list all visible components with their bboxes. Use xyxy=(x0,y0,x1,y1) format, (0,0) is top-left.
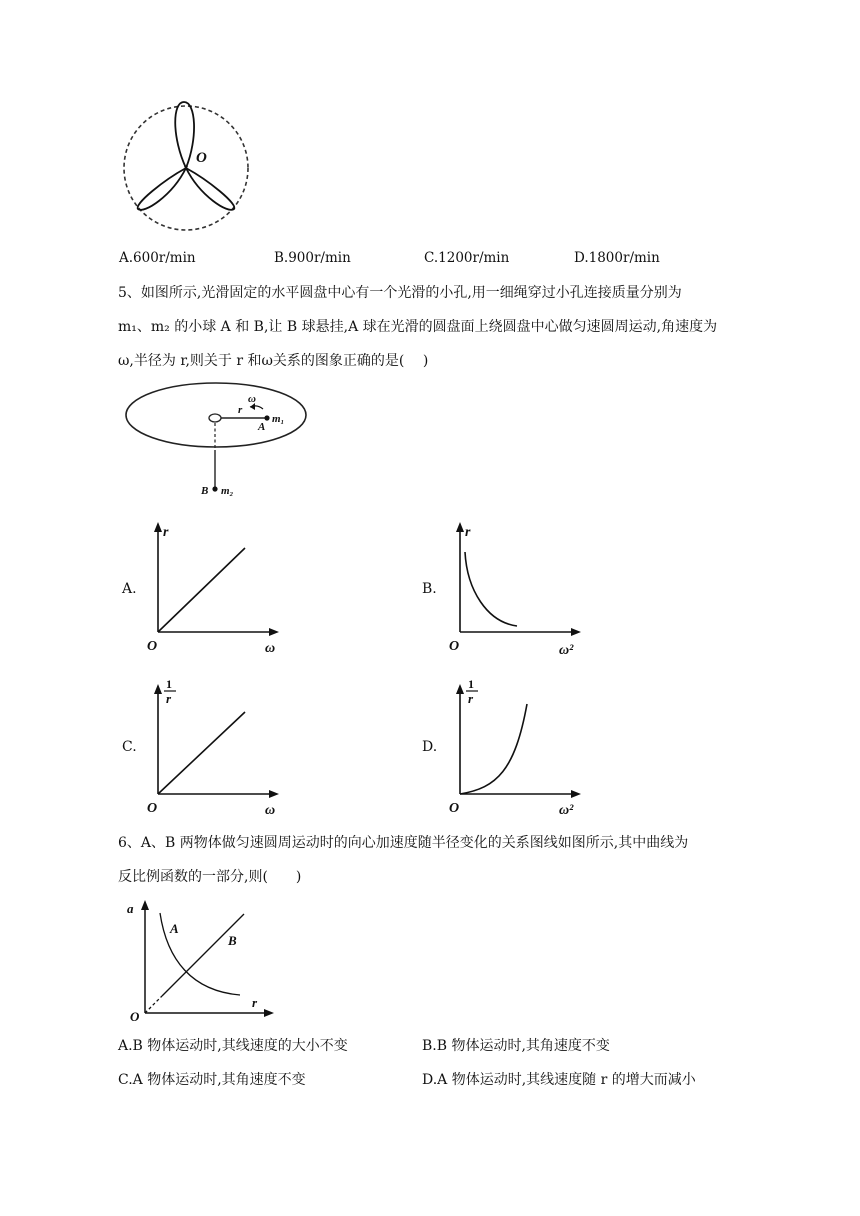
q5-option-d-label: D. xyxy=(422,739,438,755)
y-arrow xyxy=(154,684,162,694)
curve-a-label: A xyxy=(170,921,179,936)
x-label: ω xyxy=(265,641,276,656)
label-m1: m₁ xyxy=(272,413,285,425)
y-label-denominator: r xyxy=(468,691,474,706)
line-b-dashed xyxy=(145,996,162,1013)
y-label: a xyxy=(127,901,134,916)
label-m2: m₂ xyxy=(221,485,234,497)
q4-option-a: A.600r/min xyxy=(119,250,196,266)
y-label: r xyxy=(465,525,471,540)
graph-c xyxy=(145,676,285,816)
y-arrow xyxy=(456,684,464,694)
y-label-numerator: 1 xyxy=(166,677,172,691)
q5-option-c-label: C. xyxy=(122,739,137,755)
x-label: ω² xyxy=(559,803,574,818)
y-arrow xyxy=(456,522,464,532)
proportional-line xyxy=(158,548,245,632)
graph-a xyxy=(145,520,285,660)
rose-petal-top xyxy=(175,102,194,168)
q4-option-d: D.1800r/min xyxy=(574,250,660,266)
rose-petal-right xyxy=(186,168,234,210)
y-arrow xyxy=(154,522,162,532)
q4-option-b: B.900r/min xyxy=(274,250,351,266)
y-arrow xyxy=(141,900,149,910)
label-b: B xyxy=(201,485,209,497)
rising-curve xyxy=(460,704,527,794)
q6-option-c: C.A 物体运动时,其角速度不变 xyxy=(118,1072,306,1088)
q6-option-d: D.A 物体运动时,其线速度随 r 的增大而减小 xyxy=(422,1072,696,1088)
origin-label: O xyxy=(147,801,158,816)
origin-label: O xyxy=(449,639,460,654)
y-label: r xyxy=(163,525,169,540)
x-label: ω² xyxy=(559,643,574,658)
ball-a xyxy=(264,415,269,420)
hyperbola-curve xyxy=(465,552,517,626)
proportional-line xyxy=(158,712,245,794)
graph-b xyxy=(447,520,587,660)
rose-petal-left xyxy=(138,168,186,210)
line-b-label: B xyxy=(228,933,237,948)
q5-stem-line2: m₁、m₂ 的小球 A 和 B,让 B 球悬挂,A 球在光滑的圆盘面上绕圆盘中心做匀速圆周运动,角速度为 xyxy=(118,319,718,335)
q5-option-b-label: B. xyxy=(422,581,437,597)
label-r: r xyxy=(238,404,243,416)
q6-option-b: B.B 物体运动时,其角速度不变 xyxy=(422,1038,610,1054)
label-omega: ω xyxy=(248,393,256,405)
x-arrow xyxy=(269,628,279,636)
q5-stem-line1: 5、如图所示,光滑固定的水平圆盘中心有一个光滑的小孔,用一细绳穿过小孔连接质量分别为 xyxy=(118,285,682,301)
y-label-numerator: 1 xyxy=(468,677,474,691)
q6-option-a: A.B 物体运动时,其线速度的大小不变 xyxy=(118,1038,348,1054)
center-hole xyxy=(209,414,221,422)
origin-label: O xyxy=(449,801,460,816)
x-label: r xyxy=(252,995,258,1010)
x-label: ω xyxy=(265,803,276,818)
x-arrow xyxy=(264,1009,274,1017)
graph-d xyxy=(447,676,587,816)
origin-label: O xyxy=(147,639,158,654)
x-arrow xyxy=(571,790,581,798)
disc-figure xyxy=(125,382,310,502)
q6-stem-line2: 反比例函数的一部分,则( ) xyxy=(118,869,302,885)
rose-curve-figure xyxy=(120,98,255,236)
x-arrow xyxy=(571,628,581,636)
q5-stem-line3: ω,半径为 r,则关于 r 和ω关系的图象正确的是( ) xyxy=(118,353,429,369)
q4-option-c: C.1200r/min xyxy=(424,250,510,266)
center-label-o: O xyxy=(196,150,207,166)
x-arrow xyxy=(269,790,279,798)
label-a: A xyxy=(258,421,266,433)
origin-label: O xyxy=(130,1009,140,1024)
y-label-denominator: r xyxy=(166,691,172,706)
q6-stem-line1: 6、A、B 两物体做匀速圆周运动时的向心加速度随半径变化的关系图线如图所示,其中曲线为 xyxy=(118,835,689,851)
acceleration-radius-graph xyxy=(122,895,282,1025)
ball-b xyxy=(212,486,217,491)
q5-option-a-label: A. xyxy=(122,581,137,597)
